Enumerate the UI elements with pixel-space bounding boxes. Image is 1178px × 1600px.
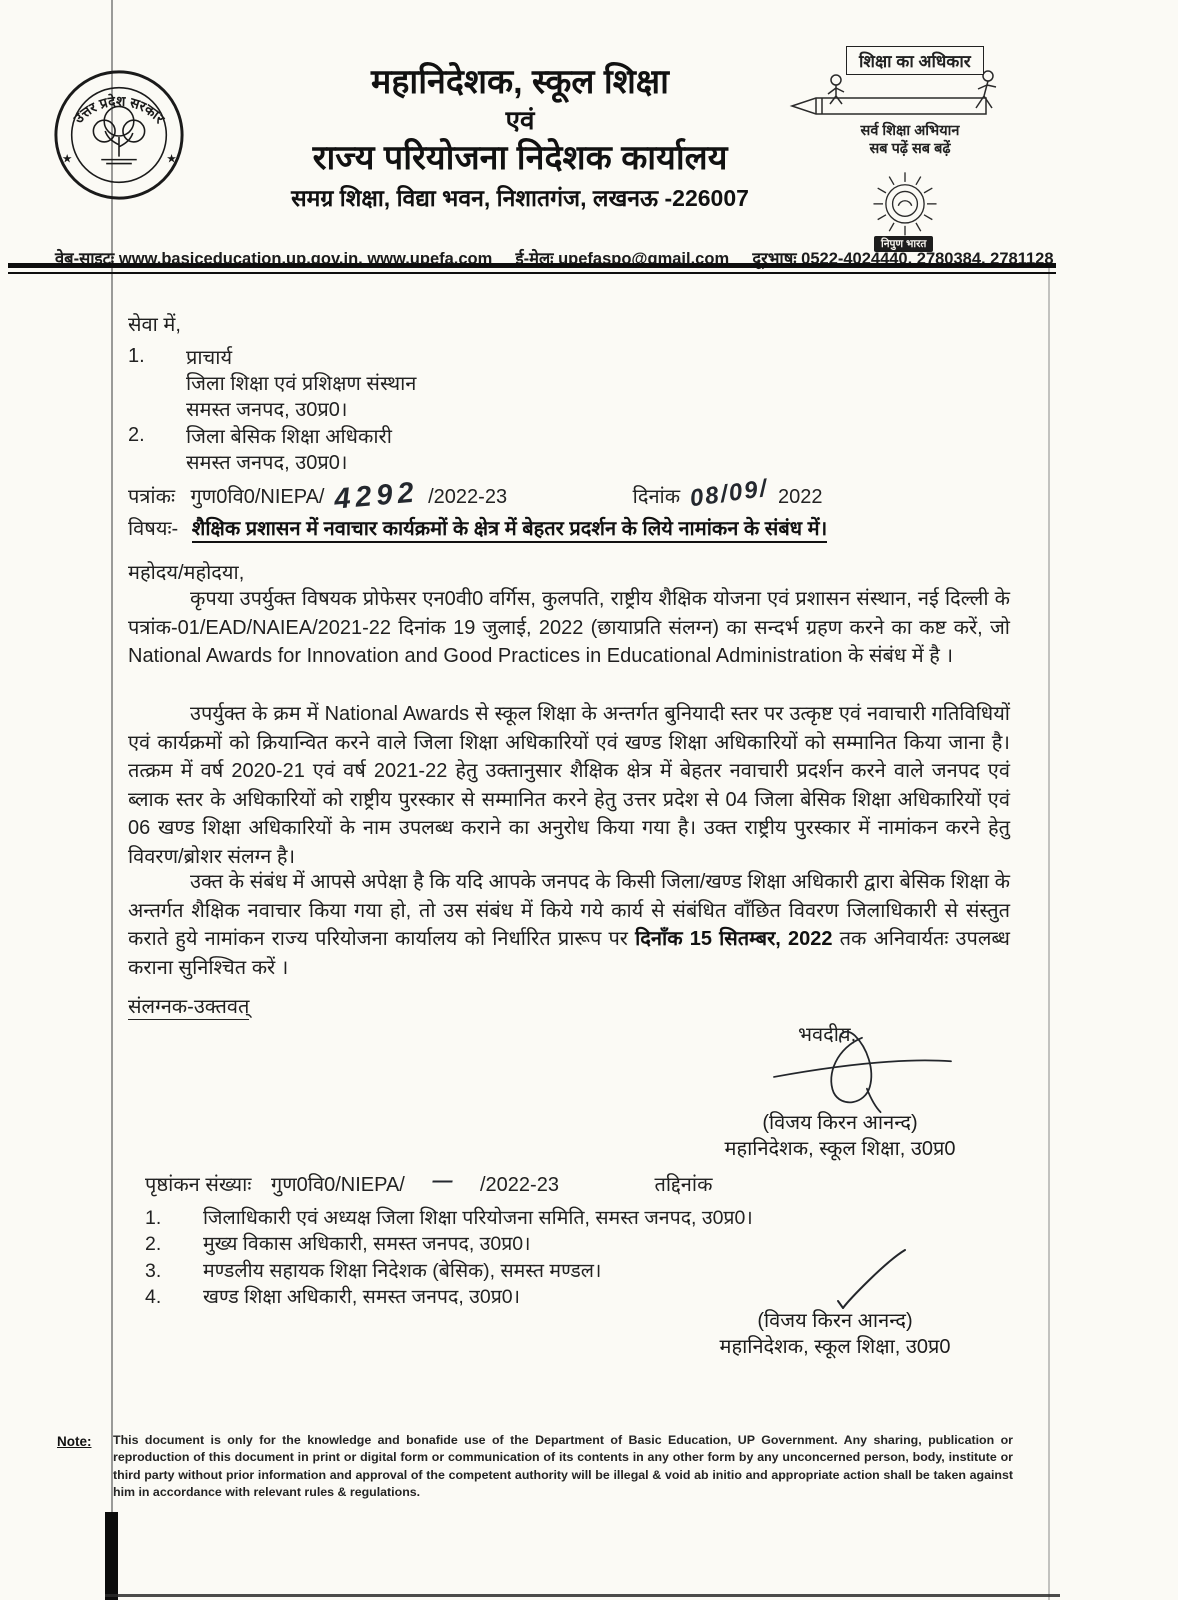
scan-edge-line-left (111, 0, 113, 1600)
ref-suffix: /2022-23 (428, 486, 508, 508)
enclosure-note (128, 992, 249, 1019)
office-title-line3: राज्य परियोजना निदेशक कार्यालय (312, 139, 728, 177)
salutation: सेवा में, (128, 314, 181, 336)
endorsement-handwritten-dash: — (432, 1170, 453, 1192)
reference-line (128, 474, 1048, 516)
website-urls: www.basiceducation.up.gov.in, www.upefa.com (118, 250, 493, 268)
ssa-slogan (830, 122, 990, 158)
header-rule-thin (8, 272, 1056, 274)
ref-label: पत्रांकः (128, 486, 175, 508)
date-year: 2022 (777, 486, 823, 508)
paragraph-3-deadline: दिनाँक 15 सितम्बर, 2022 (635, 928, 833, 951)
date-handwritten: 08/09/ (687, 474, 770, 513)
office-title-line1: महानिदेशक, स्कूल शिक्षा (371, 63, 669, 101)
scan-artifact-bar (105, 1512, 118, 1600)
signatory2-name: (विजय किरन आनन्द) (757, 1310, 913, 1332)
paragraph-3-part1: उक्त के संबंध में आपसे अपेक्षा है कि यदि आपके जनपद के किसी जिला/खण्ड शिक्षा अधिकारी द्वारा बेसिक शिक्षा के अन्तर्गत शैक्षिक नवाचार किया गया हो, तो उस संबंध में किये गये कार्य से संबंधित वाँछित विवरण जिलाधिकारी से संस्तुत कराते हुये नामांकन राज्य परियोजना कार्यालय को निर्धारित प्रारूप पर (128, 871, 1010, 951)
cc-item (145, 1231, 753, 1257)
date-label: दिनांक (632, 486, 681, 508)
endorsement-label: पृष्ठांकन संख्याः (145, 1174, 252, 1196)
paragraph-2: उपर्युक्त के क्रम में National Awards से स्कूल शिक्षा के अन्तर्गत बुनियादी स्तर पर उत्कृष्ट एवं नवाचारी गतिविधियों एवं कार्यक्रमों को क्रियान्वित करने वाले जिला शिक्षा अधिकारियों एवं खण्ड शिक्षा अधिकारियों को सम्मानित किया जाना है। तत्क्रम में वर्ष 2020-21 एवं वर्ष 2021-22 हेतु उक्तानुसार शैक्षिक क्षेत्र में बेहतर नवाचारी प्रदर्शन करने वाले जनपद एवं ब्लाक स्तर के अधिकारियों को राष्ट्रीय पुरस्कार से सम्मानित करने हेतु उत्तर प्रदेश से 04 जिला बेसिक शिक्षा अधिकारियों एवं 06 खण्ड शिक्षा अधिकारियों के नाम उपलब्ध कराने का अनुरोध किया गया है। उक्त राष्ट्रीय पुरस्कार में नामांकन करने हेतु विवरण/ब्रोशर संलग्न है। (128, 703, 1010, 868)
subject-label: विषयः- (128, 518, 179, 540)
letterhead-titles (225, 60, 815, 214)
subject-line (128, 514, 1048, 541)
subject-text: शैक्षिक प्रशासन में नवाचार कार्यक्रमों के क्षेत्र में बेहतर प्रदर्शन के लिये नामांकन के संबंध में। (192, 518, 827, 543)
ref-prefix: गुण0वि0/NIEPA/ (190, 486, 325, 508)
cc-item (145, 1284, 753, 1310)
office-address-line: समग्र शिक्षा, विद्या भवन, निशातगंज, लखनऊ -226007 (291, 185, 749, 211)
endorsement-prefix: गुण0वि0/NIEPA/ (270, 1174, 405, 1196)
ssa-line2: सब पढ़ें सब बढ़ें (869, 141, 951, 157)
phone-label: दूरभाषः (752, 250, 797, 268)
endorsement-suffix: /2022-23 (480, 1174, 559, 1196)
cc-text: जिलाधिकारी एवं अध्यक्ष जिला शिक्षा परियोजना समिति, समस्त जनपद, उ0प्र0। (203, 1207, 753, 1229)
paragraph-1: कृपया उपर्युक्त विषयक प्रोफेसर एन0वी0 वर्गिस, कुलपति, राष्ट्रीय शैक्षिक योजना एवं प्रशासन संस्थान, नई दिल्ली के पत्रांक-01/EAD/NAIEA/2021-22 दिनांक 19 जुलाई, 2022 (छायाप्रति संलग्न) का सन्दर्भ ग्रहण करने का कष्ट करें, जो National Awards for Innovation and Good Practices in Educational Administration के संबंध में है । (128, 588, 1010, 668)
scan-edge-line-bottom (105, 1594, 1060, 1597)
addressee1-line3: समस्त जनपद, उ0प्र0। (186, 399, 348, 421)
cc-text: मण्डलीय सहायक शिक्षा निदेशक (बेसिक), समस्त मण्डल। (203, 1259, 602, 1282)
scan-edge-line-right (1048, 268, 1050, 1600)
cc-number: 4. (145, 1285, 162, 1308)
cc-number: 2. (145, 1233, 162, 1256)
signatory-title: महानिदेशक, स्कूल शिक्षा, उ0प्र0 (724, 1138, 956, 1160)
rte-label: शिक्षा का अधिकार (846, 46, 984, 75)
addressee1-line1: प्राचार्य (186, 347, 233, 369)
signatory-name: (विजय किरन आनन्द) (762, 1112, 918, 1134)
addressee2-number: 2. (128, 424, 145, 446)
phone-numbers: 0522-4024440, 2780384, 2781128 (801, 250, 1054, 268)
email-label: ई-मेलः (515, 250, 554, 268)
ssa-line1: सर्व शिक्षा अभियान (860, 123, 960, 139)
office-title-line2: एवं (505, 105, 535, 135)
addressee1-line2: जिला शिक्षा एवं प्रशिक्षण संस्थान (186, 373, 417, 395)
paragraph-3 (128, 868, 1010, 982)
signatory2-block (700, 1308, 970, 1360)
cc-number: 3. (145, 1259, 162, 1282)
addressee1 (186, 345, 416, 423)
email-address: upefaspo@gmail.com (558, 250, 730, 268)
cc-text: खण्ड शिक्षा अधिकारी, समस्त जनपद, उ0प्र0। (203, 1285, 521, 1308)
seal-curved-text: उत्तर प्रदेश सरकार (70, 93, 168, 127)
svg-text:★: ★ (166, 151, 177, 166)
addressee2-line1: जिला बेसिक शिक्षा अधिकारी (186, 426, 392, 448)
nipun-bharat-label: निपुण भारत (874, 236, 933, 252)
svg-text:★: ★ (61, 151, 73, 166)
svg-text:उत्तर प्रदेश सरकार (70, 93, 168, 127)
signatory-block (705, 1110, 975, 1162)
cc-item (145, 1205, 753, 1231)
note-text: This document is only for the knowledge and bonafide use of the Department of Basic Education, UP Government. Any sharing, publication or reproduction of this document in print or digital form or communication of its contents in any other form by any unconcerned person, body, institute or third party without prior information and approval of the competent authority will be illegal & void ab initio and appropriate action shall be taken against him in accordance with relevant rules & regulations. (113, 1433, 1013, 1500)
signatory2-title: महानिदेशक, स्कूल शिक्षा, उ0प्र0 (719, 1336, 951, 1358)
campaign-graphics (788, 46, 1078, 250)
paragraph-3-part2: तक अनिवार्यतः उपलब्ध कराना सुनिश्चित करें । (128, 928, 1010, 979)
cc-item (145, 1258, 753, 1284)
endorsement-line (145, 1170, 1065, 1197)
ref-number-handwritten: 4292 (332, 476, 420, 516)
endorsement-date-label: तद्दिनांक (654, 1174, 713, 1196)
up-government-seal-icon (50, 66, 188, 204)
cc-list (145, 1205, 753, 1310)
web-label: वेब-साइटः (55, 250, 115, 268)
header-rule-thick (8, 263, 1056, 268)
enclosure-text: संलग्नक-उक्तवत् (128, 996, 250, 1018)
closing: भवदीय, (798, 1024, 857, 1046)
note-label: Note: (57, 1434, 92, 1449)
cc-text: मुख्य विकास अधिकारी, समस्त जनपद, उ0प्र0। (203, 1233, 531, 1256)
addressee1-number: 1. (128, 345, 145, 367)
greeting: महोदय/महोदया, (128, 562, 245, 584)
addressee2 (186, 424, 392, 476)
footer-note (55, 1432, 1020, 1502)
addressee2-line2: समस्त जनपद, उ0प्र0। (186, 452, 348, 474)
cc-number: 1. (145, 1207, 162, 1229)
